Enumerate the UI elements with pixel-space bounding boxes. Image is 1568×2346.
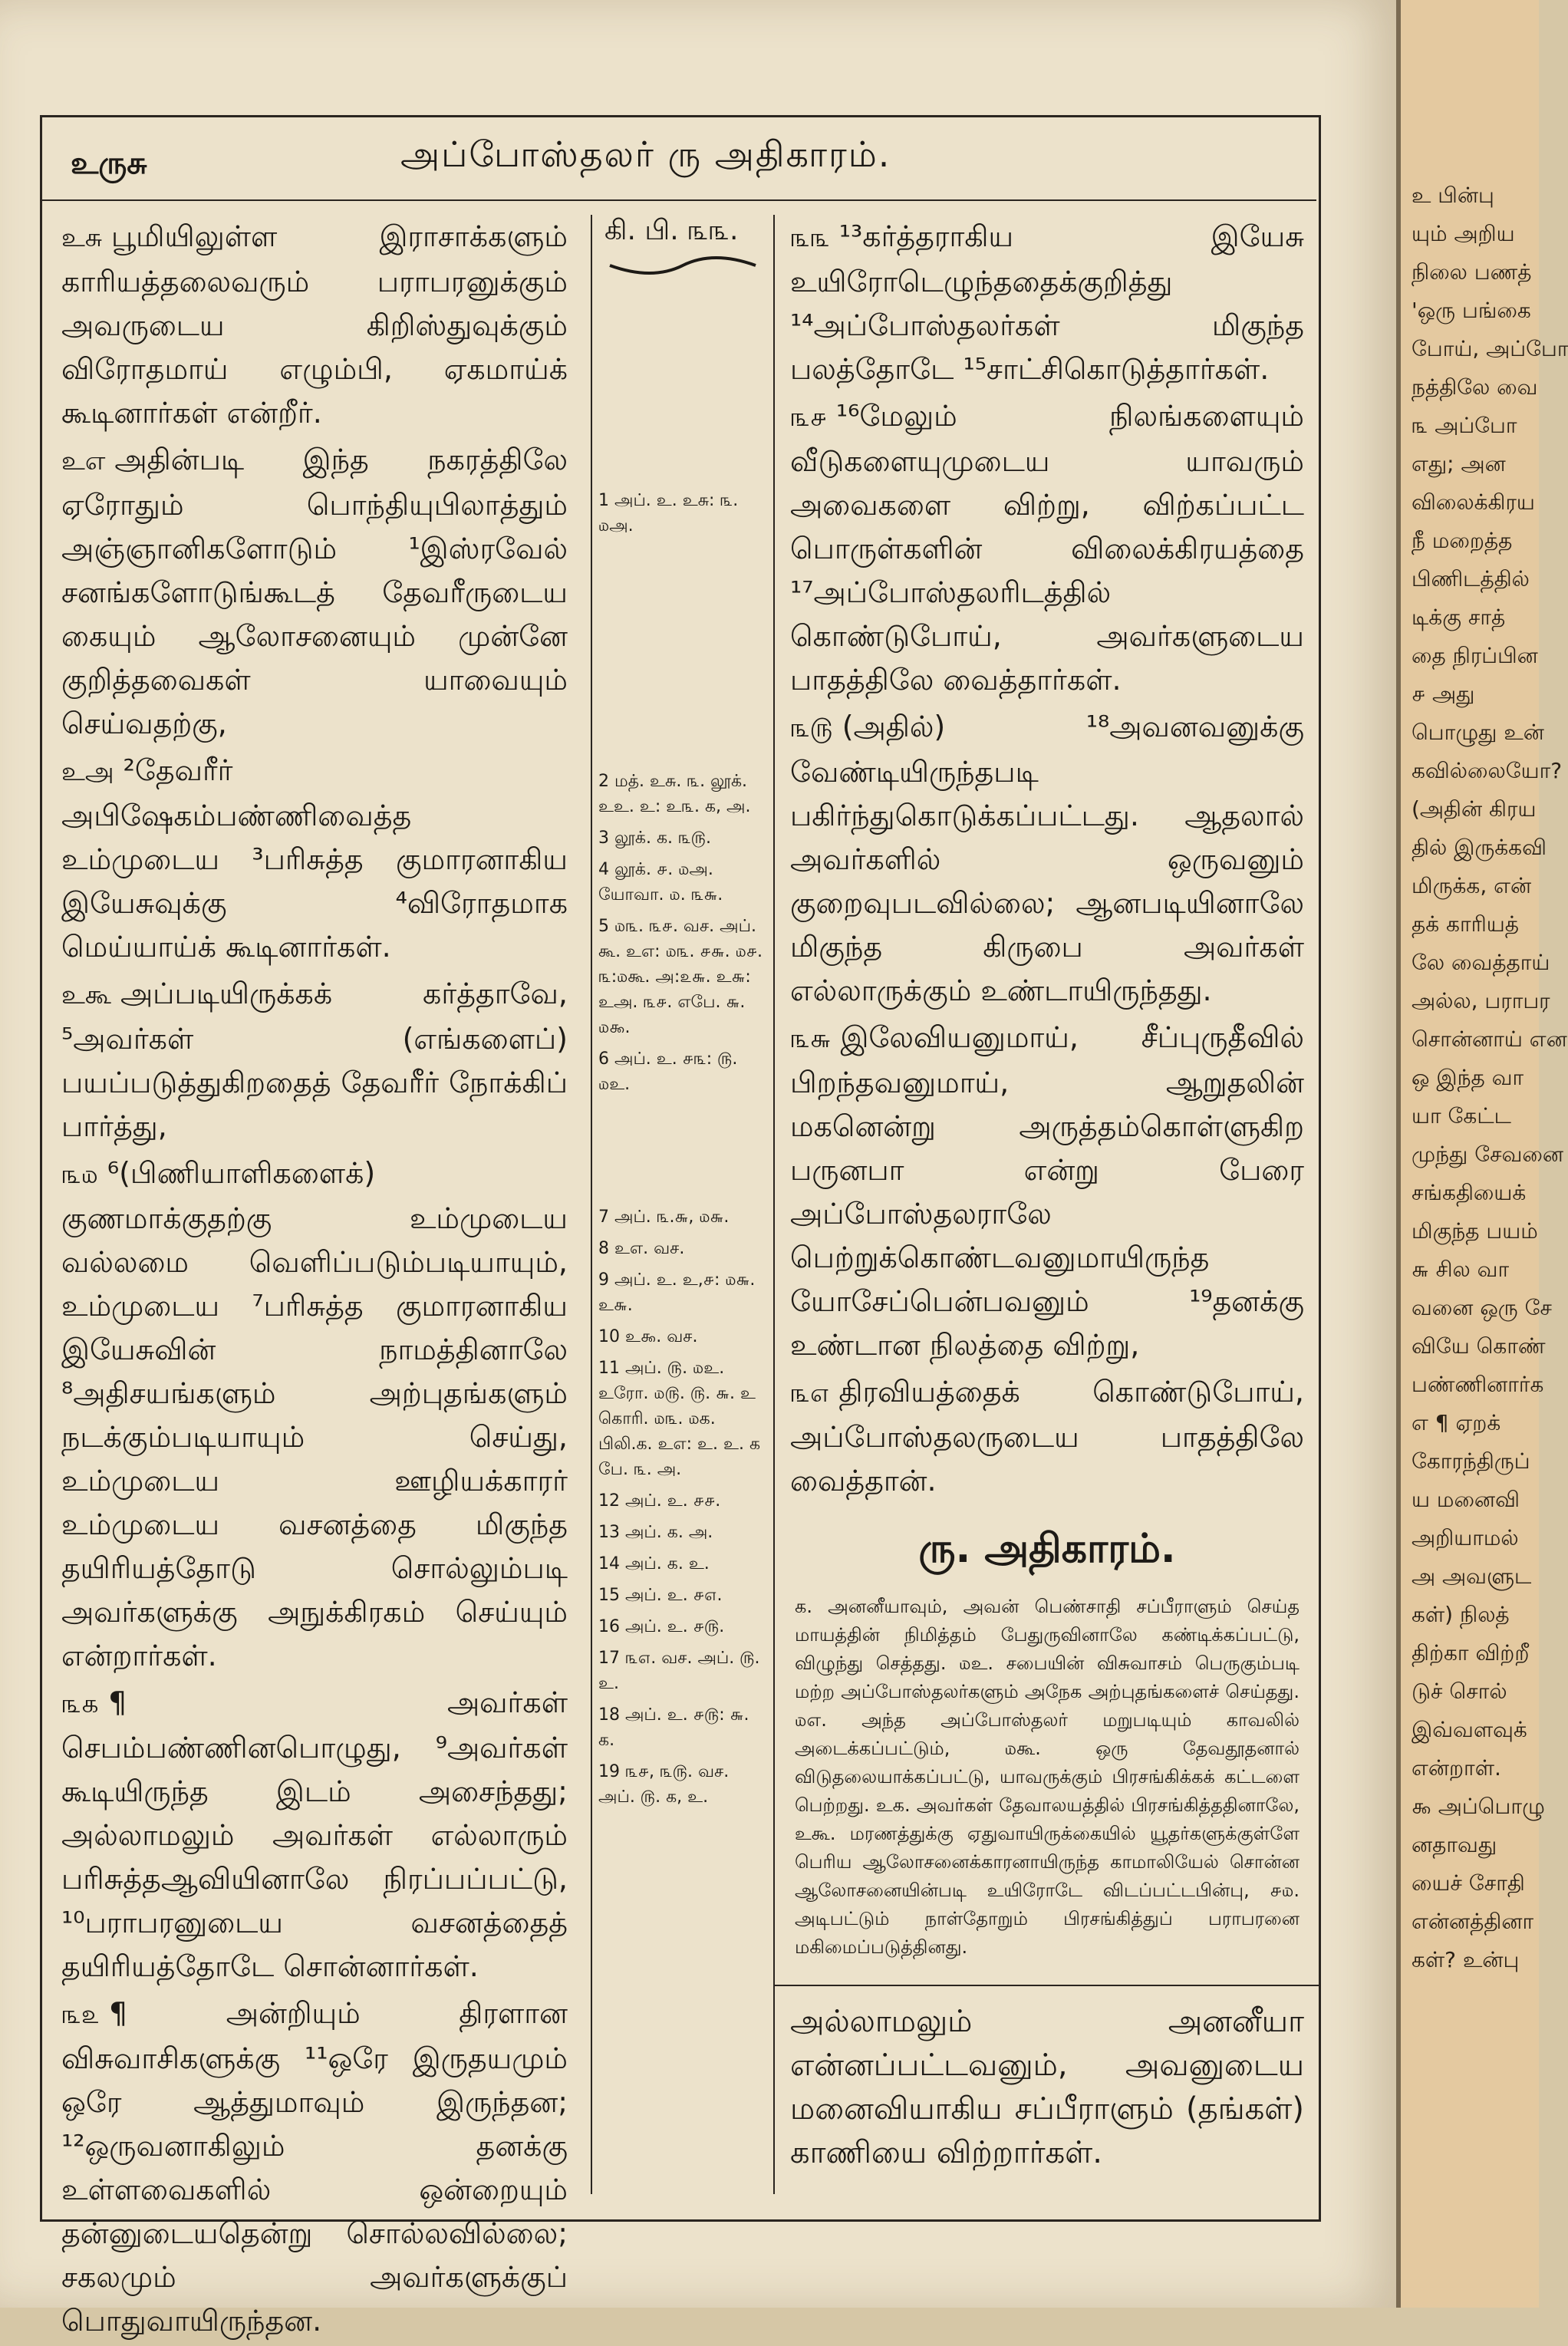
verse: [790, 1016, 1304, 1367]
next-page-line: வனை ஒரு சே: [1412, 1295, 1553, 1320]
next-page-line: முந்து சேவனை: [1412, 1142, 1564, 1167]
cross-reference: 18 அப். உ. ௪௫: ௬. க.: [598, 1705, 749, 1750]
verse-text: ¹³கர்த்தராகிய இயேசு உயிரோடெழுந்ததைக்குறித்து ¹⁴அப்போஸ்தலர்கள் மிகுந்த பலத்தோடே ¹⁵சாட்சிகொடுத்தார்கள்.: [790, 219, 1304, 386]
verse-number: ௩௰: [61, 1159, 98, 1190]
verse-number: உஎ: [61, 446, 106, 476]
next-page-line: கள்? உன்பு: [1412, 1947, 1520, 1972]
verse: [61, 1992, 568, 2343]
cross-reference: 7 அப். ௩.௬, ௰௬.: [598, 1208, 730, 1227]
next-page-line: ய மனைவி: [1412, 1487, 1520, 1512]
verse-number: உசு: [61, 222, 103, 253]
next-page-line: ௬ சில வா: [1412, 1257, 1510, 1282]
next-page-line: தை நிரப்பின: [1412, 643, 1538, 668]
verse: [61, 438, 568, 746]
chapter-heading: ரு. அதிகாரம்.: [918, 1526, 1176, 1572]
refs-top-group: [598, 488, 767, 539]
verse-number: உகூ: [61, 980, 111, 1010]
verse-text: அதின்படி இந்த நகரத்திலே ஏரோதும் பொந்தியுபிலாத்தும் அஞ்ஞானிகளோடும் ¹இஸ்ரவேல் சனங்களோடுங்கூடத் தேவரீருடைய கையும் ஆலோசனையும் முன்னே குறித்தவைகள் யாவையும் செய்வதற்கு,: [61, 443, 568, 740]
next-page-line: டிக்கு சாத்: [1412, 605, 1506, 630]
verse-text: ¹⁶மேலும் நிலங்களையும் வீடுகளையுமுடைய யாவரும் அவைகளை விற்று, விற்கப்பட்ட பொருள்களின் விலைக்கிரயத்தை ¹⁷அப்போஸ்தலரிடத்தில் கொண்டுபோய், அவர்களுடைய பாதத்திலே வைத்தார்கள்.: [790, 399, 1304, 697]
next-page-line: அ அவளுட: [1412, 1563, 1532, 1589]
next-page-line: 'ஒரு பங்கை: [1412, 298, 1531, 323]
next-page-line: பண்ணினார்க: [1412, 1372, 1544, 1397]
next-page-line: விலைக்கிரய: [1412, 489, 1535, 515]
next-page-line: யும் அறிய: [1412, 221, 1515, 246]
cross-reference: 16 அப். உ. ௪௫.: [598, 1617, 725, 1636]
next-page-line: நத்திலே வை: [1412, 374, 1538, 400]
verse-text: திரவியத்தைக் கொண்டுபோய், அப்போஸ்தலருடைய பாதத்திலே வைத்தான்.: [790, 1375, 1304, 1498]
cross-reference: 11 அப். ௫. ௰உ. உரோ. ௰௫. ௫. ௬. உ கொரி. ௰௩. ௰க. பிலி.க. உஎ: உ. உ. க பே. ௩. அ.: [598, 1359, 761, 1479]
cross-reference: 13 அப். க. அ.: [598, 1523, 713, 1542]
next-page-line: னதாவது: [1412, 1832, 1497, 1857]
next-page-line: ௯ அப்பொழு: [1412, 1794, 1545, 1819]
summary-divider: [775, 1985, 1319, 1986]
next-page-line: எ ¶ ஏறக்: [1412, 1410, 1501, 1435]
ornament-swash-icon: [606, 250, 759, 281]
verse: [790, 1370, 1304, 1503]
refs-bottom-group: [598, 1204, 767, 1810]
cross-reference: 6 அப். உ. ௪௩: ௫. ௰உ.: [598, 1049, 738, 1094]
verse-text: (அதில்) ¹⁸அவனவனுக்கு வேண்டியிருந்தபடி பகிர்ந்துகொடுக்கப்பட்டது. ஆதலால் அவர்களில் ஒருவனும் குறைவுபடவில்லை; ஆனபடியினாலே மிகுந்த கிருபை அவர்கள் எல்லாருக்கும் உண்டாயிருந்தது.: [790, 710, 1304, 1007]
next-page-line: அறியாமல்: [1412, 1525, 1519, 1550]
verse-number: ௩௩: [790, 222, 830, 253]
verse: [61, 972, 568, 1148]
next-page-line: ௩ அப்போ: [1412, 413, 1517, 438]
next-page-line: மிகுந்த பயம்: [1412, 1218, 1538, 1244]
next-page-line: சங்கதியைக்: [1412, 1180, 1527, 1205]
next-page-line: பிணிடத்தில்: [1412, 566, 1530, 591]
cross-reference: 12 அப். உ. ௪௪.: [598, 1491, 721, 1511]
verse-text: ⁶(பிணியாளிகளைக்) குணமாக்குதற்கு உம்முடைய வல்லமை வெளிப்படும்படியாயும், உம்முடைய ⁷பரிசுத்த குமாரனாகிய இயேசுவின் நாமத்தினாலே ⁸அதிசயங்களும் அற்புதங்களும் நடக்கும்படியாயும் செய்து, உம்முடைய ஊழியக்காரர் உம்முடைய வசனத்தை மிகுந்த தயிரியத்தோடு சொல்லும்படி அவர்களுக்கு அநுக்கிரகம் செய்யும் என்றார்கள்.: [61, 1156, 568, 1672]
cross-reference: 8 உஎ. வச.: [598, 1239, 685, 1258]
verse: [790, 394, 1304, 702]
next-page-line: தக் காரியத்: [1412, 911, 1519, 937]
verse: [790, 705, 1304, 1013]
verse-text: அப்படியிருக்கக் கர்த்தாவே, ⁵அவர்கள் (எங்களைப்) பயப்படுத்துகிறதைத் தேவரீர் நோக்கிப் பார்த்து,: [61, 977, 568, 1143]
verse-number: ௩௧: [61, 1689, 100, 1719]
page-header: [40, 115, 1316, 201]
verse-number: ௩௭: [790, 1378, 830, 1409]
next-page-line: தில் இருக்கவி: [1412, 835, 1547, 860]
next-page-line: யா கேட்ட: [1412, 1103, 1511, 1129]
reference-column: [591, 215, 775, 2194]
verse-text: ¶ அன்றியும் திரளான விசுவாசிகளுக்கு ¹¹ஒரே இருதயமும் ஒரே ஆத்துமாவும் இருந்தன; ¹²ஒருவனாகிலும் தனக்கு உள்ளவைகளில் ஒன்றையும் தன்னுடையதென்று சொல்லவில்லை; சகலமும் அவர்களுக்குப் பொதுவாயிருந்தன.: [61, 1996, 568, 2338]
cross-reference: 4 லூக். ௪. ௰அ. யோவா. ௰. ௩௬.: [598, 860, 723, 904]
verse-number: ௩௬: [790, 1023, 832, 1054]
next-page-line: ௪ அது: [1412, 681, 1475, 707]
verse: [61, 749, 568, 969]
next-page-edge: [1396, 0, 1568, 2308]
cross-reference: 17 ௩௭. வச. அப். ௫. உ.: [598, 1649, 760, 1693]
cross-reference: 14 அப். க. உ.: [598, 1554, 710, 1573]
next-page-line: (அதின் கிரய: [1412, 796, 1537, 822]
next-page-line: கவில்லையோ?: [1412, 758, 1563, 783]
refs-middle-group: [598, 769, 767, 1097]
next-page-line: யைச் சோதி: [1412, 1870, 1525, 1896]
next-page-line: டுச் சொல்: [1412, 1679, 1507, 1704]
verse-text: ²தேவரீர் அபிஷேகம்பண்ணிவைத்த உம்முடைய ³பரிசுத்த குமாரனாகிய இயேசுவுக்கு ⁴விரோதமாக மெய்யாய்க் கூடினார்கள்.: [61, 753, 568, 964]
next-page-line: அல்ல, பராபர: [1412, 988, 1550, 1013]
page-number: உருசு: [71, 146, 147, 181]
year-header: கி. பி. ௩௩.: [604, 215, 739, 246]
verse: [790, 215, 1304, 391]
next-page-line: வியே கொண்: [1412, 1333, 1546, 1359]
next-page-line: மிருக்க, என்: [1412, 873, 1532, 898]
verse-number: ௩௫: [790, 713, 833, 743]
next-page-line: என்னத்தினா: [1412, 1909, 1534, 1934]
cross-reference: 2 மத். உசு. ௩. லூக். உஉ. உ: உ௩. க, அ.: [598, 772, 751, 816]
next-page-line: கள்) நிலத்: [1412, 1602, 1510, 1627]
verse: [61, 1152, 568, 1678]
right-verses: [790, 215, 1304, 1503]
next-page-line: பொழுது உன்: [1412, 720, 1544, 745]
next-page-line: திற்கா விற்றீ: [1412, 1640, 1530, 1666]
next-page-line: நீ மறைத்த: [1412, 528, 1513, 553]
next-page-line: போய், அப்போ: [1412, 336, 1568, 361]
chapter-first-verse: அல்லாமலும் அனனீயா என்னப்பட்டவனும், அவனுடைய மனைவியாகிய சப்பீராளும் (தங்கள்) காணியை விற்றார்கள்.: [790, 2004, 1304, 2170]
next-page-line: உ பின்பு: [1412, 183, 1494, 208]
cross-reference: 5 ௰௩. ௩௪. வச. அப். கூ. உஎ: ௰௩. ௪௬. ௰௪. ௩:௰கூ. அ:௨௬. உ௬: உஅ. ௩௪. எபே. ௬. ௰௯.: [598, 917, 763, 1037]
cross-reference: 3 லூக். க. ௩௫.: [598, 829, 712, 848]
cross-reference: 15 அப். உ. ௪௭.: [598, 1586, 723, 1605]
verse-number: ௩௪: [790, 402, 827, 433]
chapter-summary: க. அனனீயாவும், அவன் பெண்சாதி சப்பீராளும் செய்த மாயத்தின் நிமித்தம் பேதுருவினாலே கண்டிக்கப்பட்டு, விழுந்து செத்தது. ௰உ. சபையின் விசுவாசம் பெருகும்படி மற்ற அப்போஸ்தலர்களும் அநேக அற்புதங்களைச் செய்தது. ௰எ. அந்த அப்போஸ்தலர் மறுபடியும் காவலில் அடைக்கப்பட்டும், ௰கூ. ஒரு தேவதூதனால் விடுதலையாக்கப்பட்டு, யாவருக்கும் பிரசங்கிக்கக் கட்டளை பெற்றது. உக. அவர்கள் தேவாலயத்தில் பிரசங்கித்ததினாலே, உகூ. மரணத்துக்கு ஏதுவாயிருக்கையில் யூதர்களுக்குள்ளே பெரிய ஆலோசனைக்காரனாயிருந்த காமாலியேல் சொன்ன ஆலோசனையின்படி உயிரோடே விடப்பட்டபின்பு, ௪௰. அடிபட்டும் நாள்தோறும் பிரசங்கித்துப் பராபரனை மகிமைப்படுத்தினது.: [795, 1596, 1300, 1958]
next-page-line: இவ்வளவுக்: [1412, 1717, 1527, 1742]
verse-text: பூமியிலுள்ள இராசாக்களும் காரியத்தலைவரும் பராபரனுக்கும் அவருடைய கிறிஸ்துவுக்கும் விரோதமாய் எழும்பி, ஏகமாய்க் கூடினார்கள் என்றீர்.: [61, 219, 568, 430]
cross-reference: 9 அப். உ. உ,௪: ௰௬. உ௬.: [598, 1270, 756, 1315]
next-page-line: என்றாள்.: [1412, 1755, 1501, 1781]
cross-reference: 1 அப். உ. உசு: ௩. ௰அ.: [598, 491, 739, 535]
next-page-line: சொன்னாய் என: [1412, 1026, 1567, 1052]
next-page-line: ஒ இந்த வா: [1412, 1065, 1524, 1090]
next-page-line: நிலை பணத்: [1412, 259, 1532, 285]
cross-reference: 19 ௩௪, ௩௫. வச. அப். ௫. க, உ.: [598, 1762, 730, 1807]
verse: [61, 215, 568, 435]
verse: [61, 1681, 568, 1988]
verse-text: இலேவியனுமாய், சீப்புருதீவில் பிறந்தவனுமாய், ஆறுதலின் மகனென்று அருத்தம்கொள்ளுகிற பருனபா என்று பேரை அப்போஸ்தலராலே பெற்றுக்கொண்டவனுமாயிருந்த யோசேப்பென்பவனும் ¹⁹தனக்கு உண்டான நிலத்தை விற்று,: [790, 1020, 1304, 1362]
left-column: [61, 215, 568, 2346]
running-title: அப்போஸ்தலர் ரு அதிகாரம்.: [400, 133, 891, 175]
right-column: [790, 215, 1304, 2178]
next-page-text: [1401, 0, 1568, 1979]
next-page-line: லே வைத்தாய்: [1412, 950, 1550, 975]
verse-text: ¶ அவர்கள் செபம்பண்ணினபொழுது, ⁹அவர்கள் கூடியிருந்த இடம் அசைந்தது; அல்லாமலும் அவர்கள் எல்லாரும் பரிசுத்தஆவியினாலே நிரப்பப்பட்டு, ¹⁰பராபரனுடைய வசனத்தைத் தயிரியத்தோடே சொன்னார்கள்.: [61, 1685, 568, 1983]
next-page-line: எது; அன: [1412, 451, 1506, 476]
verse-number: ௩௨: [61, 1999, 100, 2030]
verse-number: உஅ: [61, 756, 114, 787]
cross-reference: 10 உ௯. வச.: [598, 1327, 698, 1346]
next-page-line: கோரந்திருப்: [1412, 1448, 1530, 1474]
